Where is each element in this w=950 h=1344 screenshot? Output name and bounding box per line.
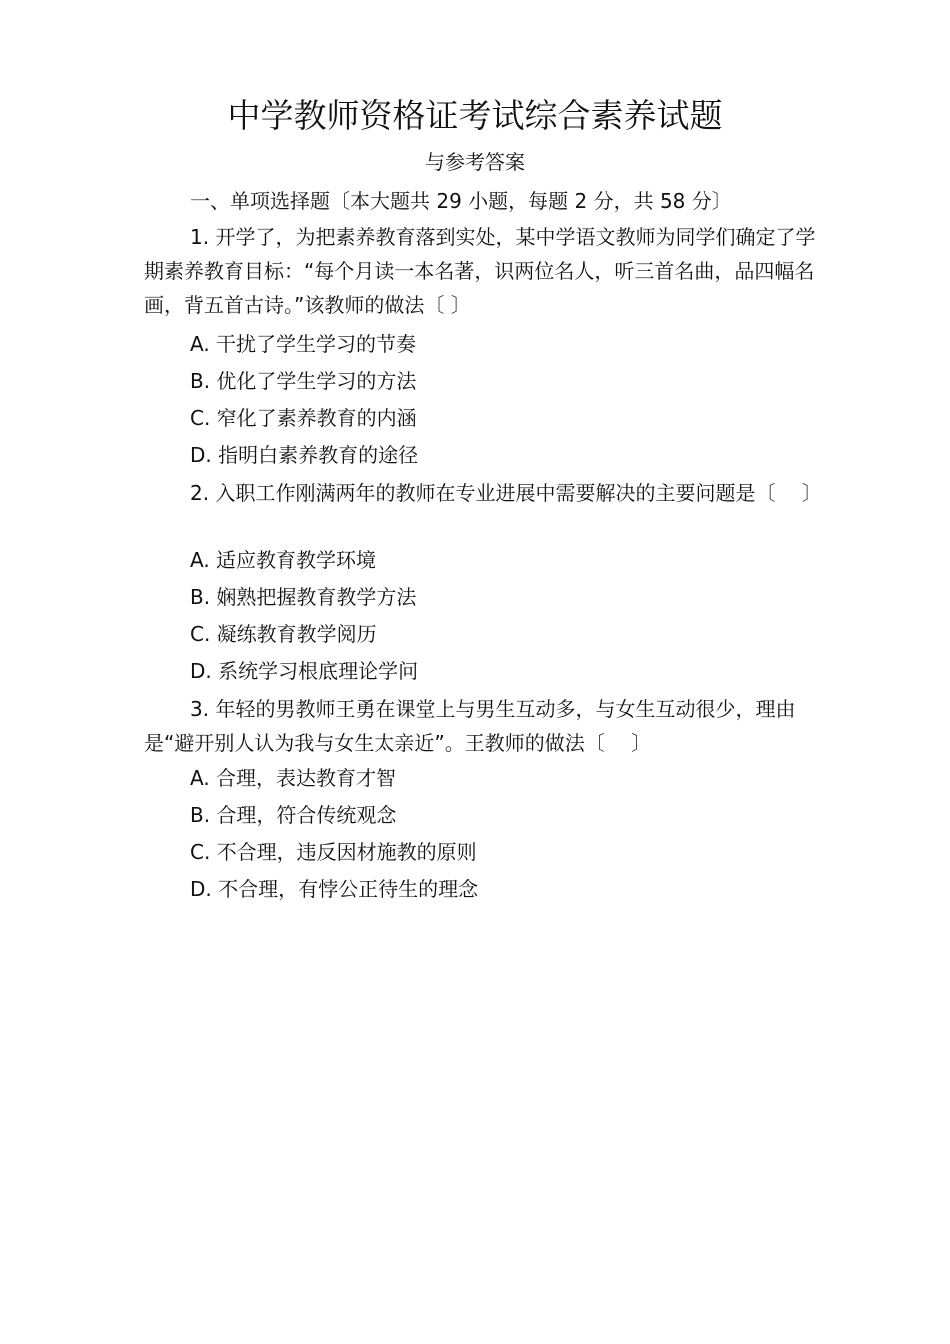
- option-b: B. 优化了学生学习的方法: [190, 369, 417, 393]
- document-body: [144, 184, 824, 908]
- option-c: C. 不合理，违反因材施教的原则: [190, 840, 477, 864]
- document-subtitle: 与参考答案: [425, 150, 525, 174]
- option-a: A. 适应教育教学环境: [190, 548, 377, 572]
- option-d: D. 不合理，有悖公正待生的理念: [190, 877, 479, 901]
- option-a: A. 合理，表达教育才智: [190, 766, 397, 790]
- option-c: C. 凝练教育教学阅历: [190, 622, 377, 646]
- question-1: [144, 220, 824, 474]
- option-d: D. 系统学习根底理论学问: [190, 659, 419, 683]
- option-c: C. 窄化了素养教育的内涵: [190, 406, 417, 430]
- question-2: [144, 476, 824, 690]
- option-d: D. 指明白素养教育的途径: [190, 443, 419, 467]
- question-3: [144, 692, 824, 908]
- option-b: B. 合理，符合传统观念: [190, 803, 397, 827]
- question-stem: 2. 入职工作刚满两年的教师在专业进展中需要解决的主要问题是〔 〕: [190, 481, 822, 505]
- option-b: B. 娴熟把握教育教学方法: [190, 585, 417, 609]
- document-title: 中学教师资格证考试综合素养试题: [227, 96, 723, 135]
- section-heading: 一、单项选择题〔本大题共 29 小题，每题 2 分，共 58 分〕: [190, 189, 732, 213]
- question-stem: 3. 年轻的男教师王勇在课堂上与男生互动多，与女生互动很少，理由是“避开别人认为我与女生太亲近”。王教师的做法〔 〕: [144, 697, 796, 755]
- option-a: A. 干扰了学生学习的节奏: [190, 332, 417, 356]
- question-stem: 1. 开学了，为把素养教育落到实处，某中学语文教师为同学们确定了学期素养教育目标：“每个月读一本名著，识两位名人，听三首名曲，品四幅名画，背五首古诗。”该教师的做法〔 〕: [144, 225, 816, 317]
